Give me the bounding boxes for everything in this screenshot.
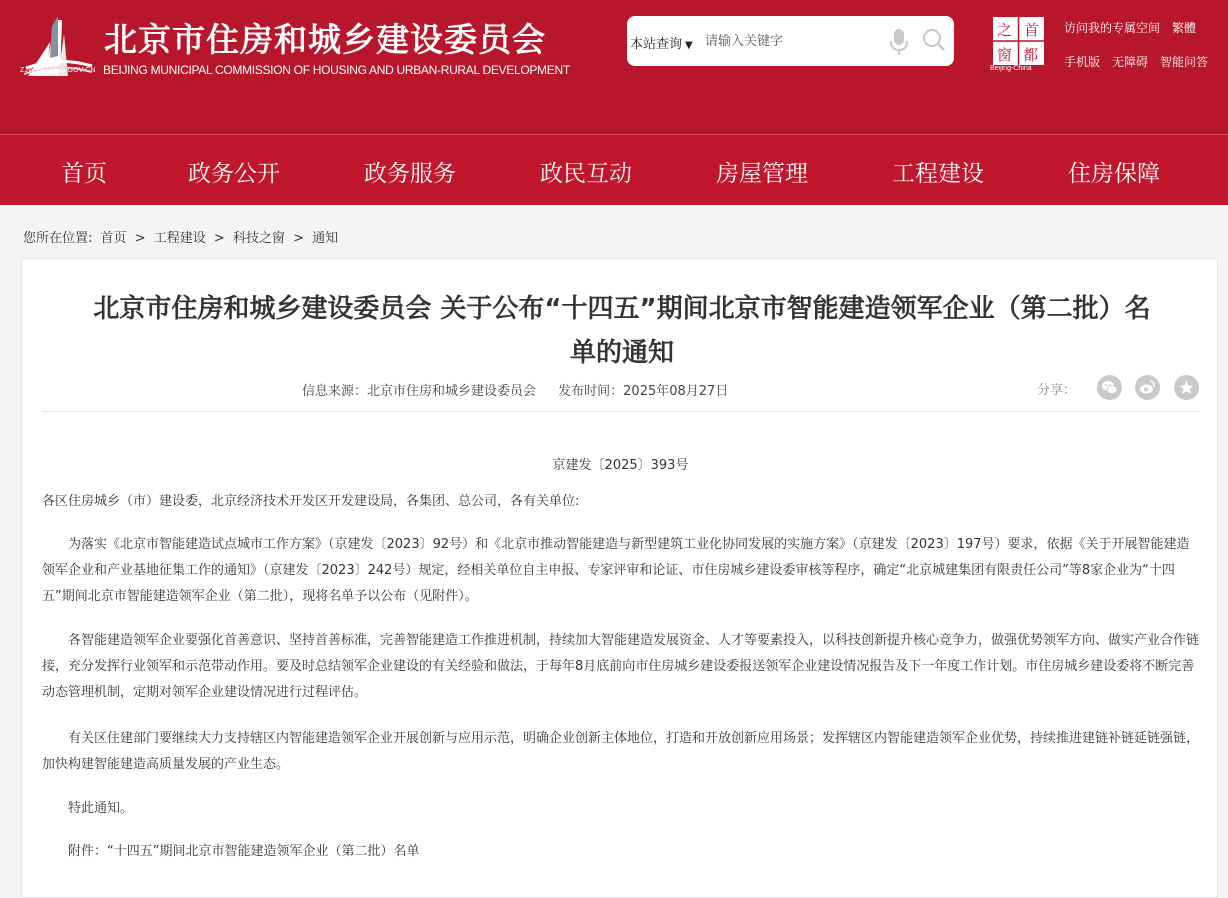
site-subtitle: BEIJING MUNICIPAL COMMISSION OF HOUSING AND URBAN-RURAL DEVELOPMENT: [103, 63, 570, 77]
microphone-icon[interactable]: [889, 28, 909, 56]
site-title[interactable]: 北京市住房和城乡建设委员会: [104, 20, 546, 59]
weibo-icon[interactable]: [1135, 375, 1160, 400]
capital-logo-caption: Beijing-China: [990, 65, 1032, 72]
breadcrumb: [21, 227, 340, 246]
article-title: [42, 287, 1202, 375]
search-input[interactable]: [705, 30, 875, 52]
attachment-link[interactable]: 附件：“十四五”期间北京市智能建造领军企业（第二批）名单: [68, 844, 420, 859]
article-paragraph: 为落实《北京市智能建造试点城市工作方案》（京建发〔2023〕92号）和《北京市推动智能建造与新型建筑工业化协同发展的实施方案》（京建发〔2023〕197号）要求，依据《关于开展智能建造领军企业和产业基地征集工作的通知》（京建发〔2023〕242号）规定，经相关单位自主申报、专家评审和论证、市住房城乡建设委审核等程序，确定“北京城建集团有限责任公司”等8家企业为“十四五”期间北京市智能建造领军企业（第二批），现将名单予以公布（见附件）。: [42, 537, 1190, 604]
link-traditional-chinese[interactable]: 繁體: [1172, 21, 1197, 35]
divider: [42, 411, 1199, 412]
article-paragraph: 特此通知。: [68, 801, 134, 816]
logo-url: ZJW.BEIJING.GOV.CN: [20, 67, 96, 74]
nav-item-housing-security[interactable]: 住房保障: [1068, 161, 1160, 187]
svg-text:都: 都: [1023, 46, 1039, 64]
main-nav: [0, 134, 1228, 205]
breadcrumb-separator: >: [293, 231, 304, 246]
nav-item-engineering[interactable]: 工程建设: [892, 161, 984, 187]
breadcrumb-separator: >: [134, 231, 146, 246]
article-date: 发布时间：2025年08月27日: [558, 384, 729, 399]
favorite-icon[interactable]: [1174, 375, 1199, 400]
share-label: 分享：: [1037, 383, 1077, 398]
nav-item-interaction[interactable]: 政民互动: [540, 161, 632, 187]
breadcrumb-item-tech[interactable]: 科技之窗: [232, 231, 285, 246]
article-title-line: 单的通知: [569, 338, 674, 368]
article-meta: [302, 380, 728, 399]
link-smart-qa[interactable]: 智能问答: [1160, 55, 1209, 69]
chevron-down-icon: ▼: [685, 40, 693, 51]
search-icon[interactable]: [922, 28, 946, 52]
breadcrumb-item-notice[interactable]: 通知: [312, 231, 339, 246]
nav-item-government-affairs[interactable]: 政务公开: [188, 161, 280, 187]
nav-item-government-services[interactable]: 政务服务: [364, 161, 456, 187]
nav-item-housing-management[interactable]: 房屋管理: [716, 161, 808, 187]
search-scope-select[interactable]: [630, 33, 693, 52]
search-box: [627, 16, 954, 66]
document-number: 京建发〔2025〕393号: [552, 458, 689, 473]
link-personal-space[interactable]: 访问我的专属空间: [1064, 21, 1161, 35]
breadcrumb-prefix: 您所在位置:: [23, 231, 93, 246]
wechat-icon[interactable]: [1097, 375, 1122, 400]
link-mobile[interactable]: 手机版: [1064, 55, 1101, 69]
svg-text:窗: 窗: [997, 46, 1013, 64]
article-source: 信息来源：北京市住房和城乡建设委员会: [302, 384, 537, 399]
article-card: [21, 258, 1218, 898]
breadcrumb-item-home[interactable]: 首页: [100, 231, 127, 246]
svg-text:首: 首: [1024, 21, 1040, 39]
article-paragraph: 各智能建造领军企业要强化首善意识、坚持首善标准，完善智能建造工作推进机制，持续加大智能建造发展资金、人才等要素投入，以科技创新提升核心竞争力，做强优势领军方向、做实产业合作链接，充分发挥行业领军和示范带动作用。要及时总结领军企业建设的有关经验和做法，于每年8月底前向市住房城乡建设委报送领军企业建设情况报告及下一年度工作计划。市住房城乡建设委将不断完善动态管理机制，定期对领军企业建设情况进行过程评估。: [42, 633, 1200, 700]
site-header: [0, 0, 1228, 134]
article-paragraph: 各区住房城乡（市）建设委，北京经济技术开发区开发建设局，各集团、总公司，各有关单位:: [42, 494, 580, 509]
breadcrumb-item-engineering[interactable]: 工程建设: [153, 231, 206, 246]
link-accessibility[interactable]: 无障碍: [1112, 55, 1149, 69]
search-scope-label: 本站查询: [630, 37, 683, 52]
breadcrumb-separator: >: [213, 231, 225, 246]
article-paragraph: 有关区住建部门要继续大力支持辖区内智能建造领军企业开展创新与应用示范，明确企业创新主体地位，打造和开放创新应用场景；发挥辖区内智能建造领军企业优势，持续推进建链补链延链强链，加快构建智能建造高质量发展的产业生态。: [42, 731, 1200, 772]
article-title-line: 北京市住房和城乡建设委员会 关于公布“十四五”期间北京市智能建造领军企业（第二批）名: [93, 294, 1151, 324]
svg-text:之: 之: [997, 21, 1013, 39]
nav-item-home[interactable]: 首页: [61, 161, 107, 187]
